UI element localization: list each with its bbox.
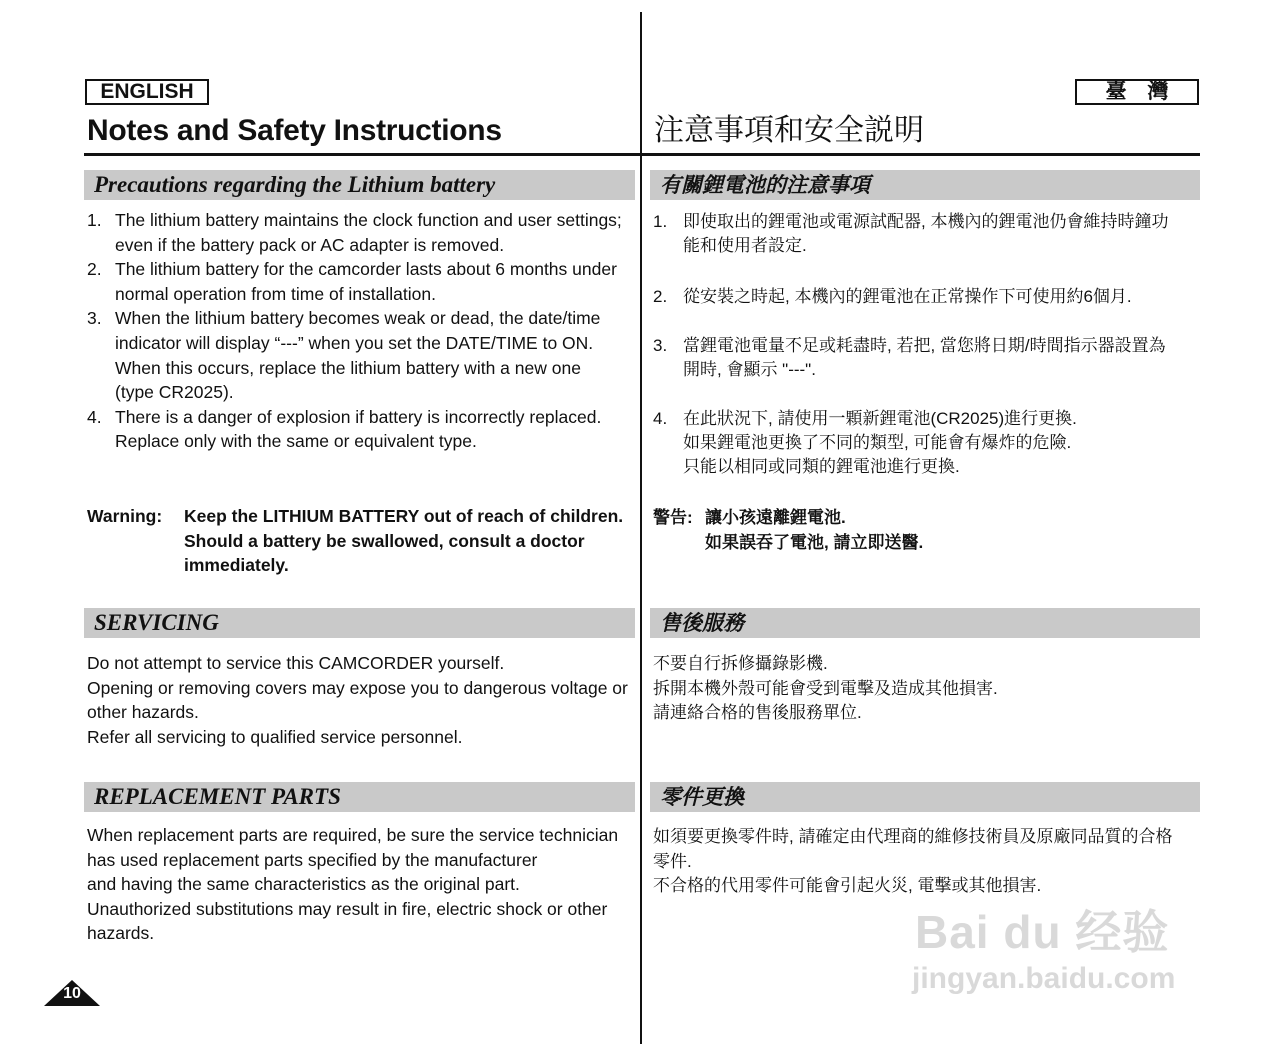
section-heading-text: 售後服務: [660, 611, 744, 635]
lang-label-zh: 臺 灣: [1075, 79, 1199, 105]
list-line: 即使取出的鋰電池或電源試配器, 本機內的鋰電池仍會維持時鐘功: [683, 212, 1169, 231]
zh-list-item-3: [653, 334, 1199, 382]
warning-line: 如果誤吞了電池, 請立即送醫.: [705, 532, 924, 552]
lithium-list-en: [87, 208, 635, 454]
para-line: 如須要更換零件時, 請確定由代理商的維修技術員及原廠同品質的合格: [653, 827, 1173, 846]
section-heading-text: REPLACEMENT PARTS: [94, 784, 341, 809]
section-heading-replacement-en: [84, 782, 635, 812]
list-line: 在此狀況下, 請使用一顆新鋰電池(CR2025)進行更換.: [683, 409, 1077, 428]
para-line: Refer all servicing to qualified service personnel.: [87, 726, 463, 747]
section-heading-servicing-zh: [650, 608, 1200, 638]
list-line: 只能以相同或同類的鋰電池進行更換.: [683, 457, 960, 476]
para-line: Do not attempt to service this CAMCORDER yourself.: [87, 653, 505, 673]
page-title-en: Notes and Safety Instructions: [87, 114, 502, 147]
para-line: 不要自行拆修攝錄影機.: [653, 654, 828, 673]
list-number: 3.: [653, 336, 668, 355]
warning-text-zh: [705, 506, 923, 555]
page-title-zh: 注意事項和安全説明: [654, 114, 924, 147]
servicing-text-zh: [653, 652, 1199, 726]
list-item: [87, 405, 635, 454]
zh-list-item-2: [653, 285, 1199, 309]
list-number: 2.: [653, 287, 668, 306]
para-line: Unauthorized substitutions may result in fire, electric shock or other: [87, 898, 608, 919]
list-line: 開時, 會顯示 "---".: [683, 360, 816, 379]
warning-label-zh: 警告:: [653, 508, 693, 527]
warning-line: Should a battery be swallowed, consult a doctor: [184, 530, 585, 551]
replacement-text-en: [87, 823, 635, 946]
section-heading-text: SERVICING: [94, 610, 219, 635]
list-item: [87, 208, 635, 257]
page-number: 10: [63, 985, 81, 1002]
list-line: normal operation from time of installation.: [115, 283, 436, 304]
section-heading-lithium-zh: [650, 170, 1200, 200]
warning-line: 讓小孩遠離鋰電池.: [705, 508, 846, 527]
section-heading-text: Precautions regarding the Lithium battery: [94, 172, 496, 197]
list-line: 如果鋰電池更換了不同的類型, 可能會有爆炸的危險.: [683, 433, 1072, 452]
list-line: There is a danger of explosion if battery is incorrectly replaced.: [115, 406, 602, 427]
servicing-text-en: [87, 651, 635, 749]
para-line: Opening or removing covers may expose you to dangerous voltage or: [87, 677, 628, 698]
header-rule: [84, 153, 1200, 156]
para-line: hazards.: [87, 923, 155, 944]
warning-line: immediately.: [184, 555, 289, 576]
baidu-watermark-url: jingyan.baidu.com: [912, 962, 1176, 995]
column-divider: [640, 12, 642, 1044]
zh-list-item-4: [653, 407, 1199, 479]
para-line: 不合格的代用零件可能會引起火災, 電擊或其他損害.: [653, 876, 1042, 895]
list-number: 4.: [653, 409, 668, 428]
zh-list-item-1: [653, 210, 1199, 258]
list-line: 能和使用者設定.: [683, 236, 807, 255]
warning-line: Keep the LITHIUM BATTERY out of reach of children.: [184, 506, 624, 526]
list-line: Replace only with the same or equivalent type.: [115, 431, 477, 452]
list-number: 1.: [653, 212, 668, 231]
para-line: has used replacement parts specified by the manufacturer: [87, 849, 538, 870]
list-number: 1.: [87, 210, 102, 230]
list-line: even if the battery pack or AC adapter is removed.: [115, 234, 505, 255]
list-line: When the lithium battery becomes weak or dead, the date/time: [115, 308, 601, 329]
list-number: 3.: [87, 308, 102, 329]
list-number: 4.: [87, 406, 102, 427]
section-heading-text: 零件更換: [660, 785, 744, 809]
list-line: The lithium battery for the camcorder lasts about 6 months under: [115, 259, 617, 280]
para-line: 拆開本機外殼可能會受到電擊及造成其他損害.: [653, 678, 998, 698]
baidu-watermark-logo: Bai du 经验: [915, 906, 1170, 958]
list-item: [87, 257, 635, 306]
list-line: 從安裝之時起, 本機內的鋰電池在正常操作下可使用約6個月.: [683, 287, 1132, 306]
list-line: When this occurs, replace the lithium battery with a new one: [115, 357, 581, 378]
section-heading-servicing-en: [84, 608, 635, 638]
list-line: The lithium battery maintains the clock function and user settings;: [115, 210, 622, 230]
list-line: 當鋰電池電量不足或耗盡時, 若把, 當您將日期/時間指示器設置為: [683, 336, 1166, 355]
para-line: and having the same characteristics as the original part.: [87, 874, 520, 895]
para-line: 零件.: [653, 851, 692, 871]
list-line: indicator will display “---” when you set the DATE/TIME to ON.: [115, 332, 594, 353]
section-heading-lithium-en: [84, 170, 635, 200]
para-line: 請連絡合格的售後服務單位.: [653, 703, 862, 722]
para-line: other hazards.: [87, 702, 199, 723]
section-heading-text: 有關鋰電池的注意事項: [660, 173, 870, 197]
lang-label-en: ENGLISH: [85, 79, 209, 105]
warning-text-en: [184, 504, 634, 578]
para-line: When replacement parts are required, be sure the service technician: [87, 825, 619, 845]
warning-label-en: Warning:: [87, 506, 163, 526]
list-item: [87, 306, 635, 404]
section-heading-replacement-zh: [650, 782, 1200, 812]
list-line: (type CR2025).: [115, 382, 234, 403]
replacement-text-zh: [653, 825, 1199, 899]
list-number: 2.: [87, 259, 102, 280]
